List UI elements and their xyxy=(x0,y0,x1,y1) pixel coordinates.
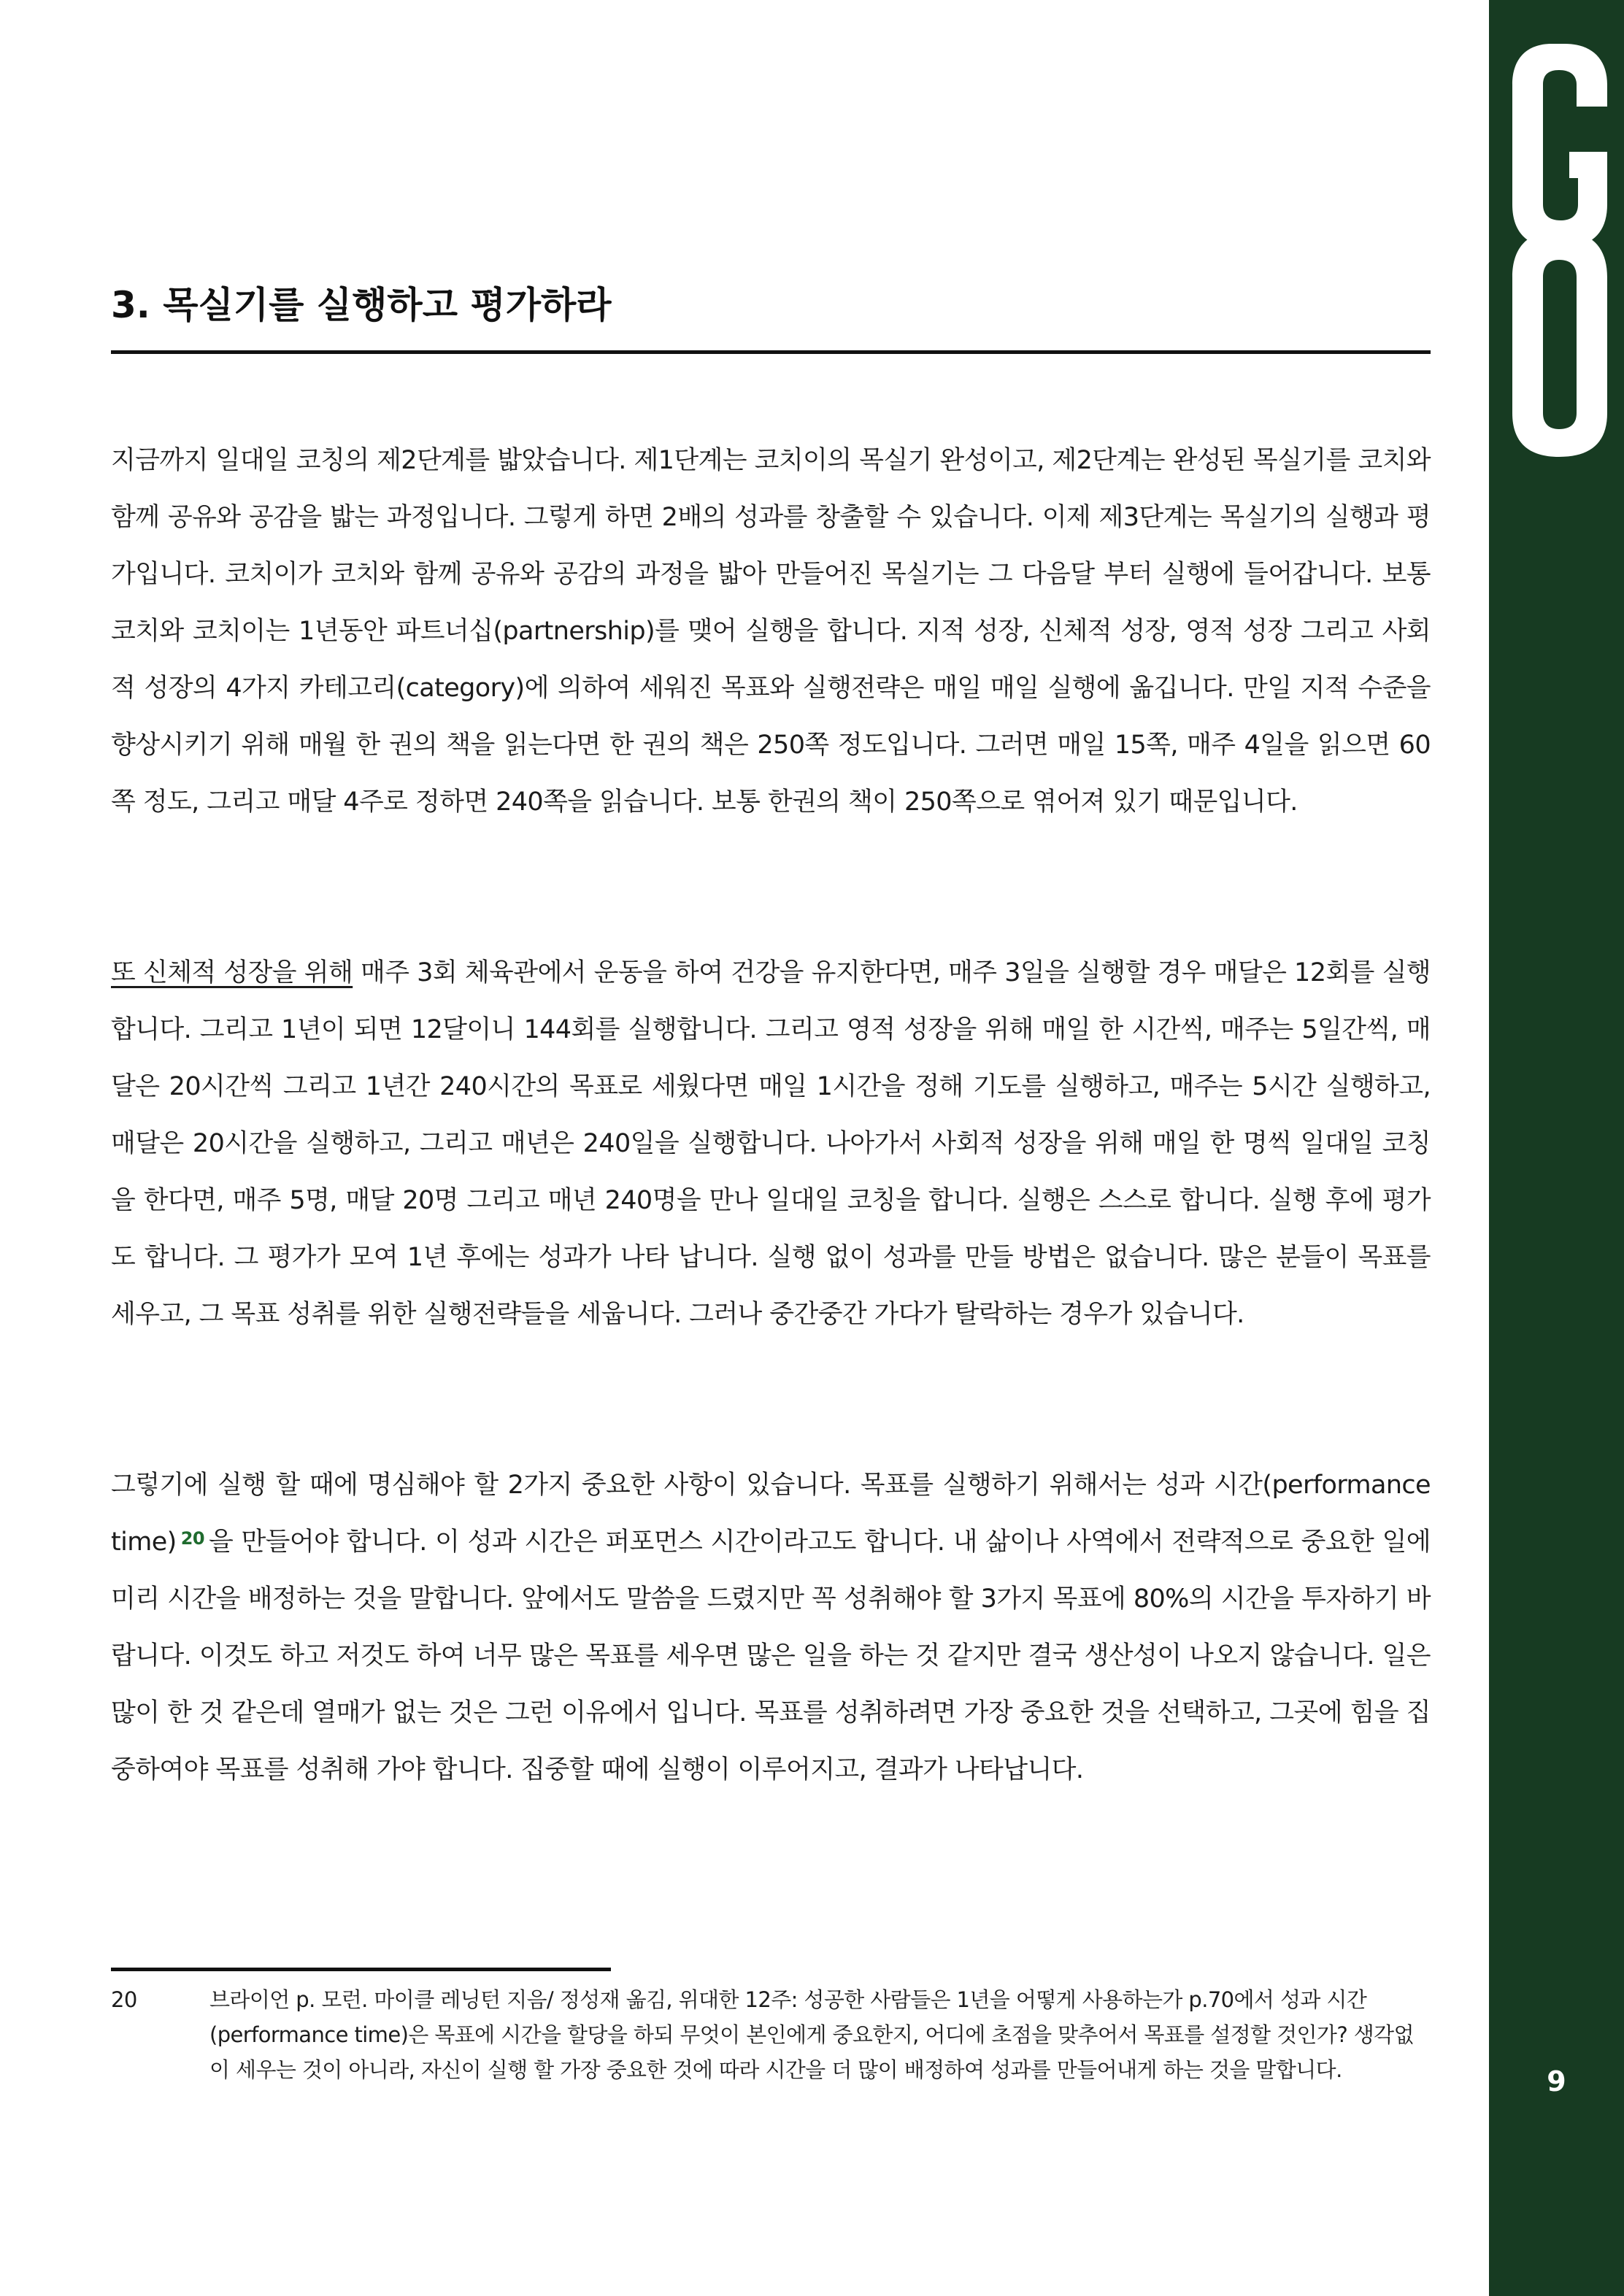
footnote-number: 20 xyxy=(111,1987,137,2012)
title-divider xyxy=(111,350,1431,354)
body-paragraph-2-text: 매주 3회 체육관에서 운동을 하여 건강을 유지한다면, 매주 3일을 실행할 경우 매달은 12회를 실행합니다. 그리고 1년이 되면 12달이니 144회를 실행합니다. 그리고 영적 성장을 위해 매일 한 시간씩, 매주는 5일간씩, 매달은 20시간씩 그리고 1년간 240시간의 목표로 세웠다면 매일 1시간을 정해 기도를 실행하고, 매주는 5시간 실행하고, 매달은 20시간을 실행하고, 그리고 매년은 240일을 실행합니다. 나아가서 사회적 성장을 위해 매일 한 명씩 일대일 코칭을 한다면, 매주 5명, 매달 20명 그리고 매년 240명을 만나 일대일 코칭을 합니다. 실행은 스스로 합니다. 실행 후에 평가도 합니다. 그 평가가 모여 1년 후에는 성과가 나타 납니다. 실행 없이 성과를 만들 방법은 없습니다. 많은 분들이 목표를 세우고, 그 목표 성취를 위한 실행전략들을 세웁니다. 그러나 중간중간 가다가 탈락하는 경우가 있습니다. xyxy=(111,958,1431,1329)
body-paragraph-1: 지금까지 일대일 코칭의 제2단계를 밟았습니다. 제1단계는 코치이의 목실기 완성이고, 제2단계는 완성된 목실기를 코치와 함께 공유와 공감을 밟는 과정입니다. 그렇게 하면 2배의 성과를 창출할 수 있습니다. 이제 제3단계는 목실기의 실행과 평가입니다. 코치이가 코치와 함께 공유와 공감의 과정을 밟아 만들어진 목실기는 그 다음달 부터 실행에 들어갑니다. 보통 코치와 코치이는 1년동안 파트너십(partnership)를 맺어 실행을 합니다. 지적 성장, 신체적 성장, 영적 성장 그리고 사회적 성장의 4가지 카테고리(category)에 의하여 세워진 목표와 실행전략은 매일 매일 실행에 옮깁니다. 만일 지적 수준을 향상시키기 위해 매월 한 권의 책을 읽는다면 한 권의 책은 250쪽 정도입니다. 그러면 매일 15쪽, 매주 4일을 읽으면 60쪽 정도, 그리고 매달 4주로 정하면 240쪽을 읽습니다. 보통 한권의 책이 250쪽으로 엮어져 있기 때문입니다. xyxy=(111,446,1431,817)
sidebar xyxy=(1489,0,1624,2296)
body-paragraph-3 xyxy=(111,1457,1431,1798)
footnote-text: 브라이언 p. 모런. 마이클 레닝턴 지음/ 정성재 옮김, 위대한 12주: 성공한 사람들은 1년을 어떻게 사용하는가 p.70에서 성과 시간(performance time)은 목표에 시간을 할당을 하되 무엇이 본인에게 중요한지, 어디에 초점을 맞추어서 목표를 설정할 것인가? 생각없이 세우는 것이 아니라, 자신이 실행 할 가장 중요한 것에 따라 시간을 더 많이 배정하여 성과를 만들어내게 하는 것을 말합니다. xyxy=(209,1987,1414,2082)
body-paragraph-3-text: 을 만들어야 합니다. 이 성과 시간은 퍼포먼스 시간이라고도 합니다. 내 삶이나 사역에서 전략적으로 중요한 일에 미리 시간을 배정하는 것을 말합니다. 앞에서도 말씀을 드렸지만 꼭 성취해야 할 3가지 목표에 80%의 시간을 투자하기 바랍니다. 이것도 하고 저것도 하여 너무 많은 목표를 세우면 많은 일을 하는 것 같지만 결국 생산성이 나오지 않습니다. 일은 많이 한 것 같은데 열매가 없는 것은 그런 이유에서 입니다. 목표를 성취하려면 가장 중요한 것을 선택하고, 그곳에 힘을 집중하여야 목표를 성취해 가야 합니다. 집중할 때에 실행이 이루어지고, 결과가 나타납니다. xyxy=(111,1528,1431,1784)
body-paragraph-3-lead: 그렇기에 실행 할 때에 명심해야 할 2가지 중요한 사항이 있습니다. 목표를 실행하기 위해서는 성과 시간(performance time) xyxy=(111,1471,1431,1557)
section-title: 3. 목실기를 실행하고 평가하라 xyxy=(111,284,612,326)
footnote-reference[interactable]: 20 xyxy=(180,1528,204,1549)
footnote-divider xyxy=(111,1968,611,1971)
page-number: 9 xyxy=(1547,2065,1566,2097)
go-logo-icon xyxy=(1506,42,1616,458)
underlined-phrase: 또 신체적 성장을 위해 xyxy=(111,958,353,987)
body-paragraph-2 xyxy=(111,944,1431,1343)
